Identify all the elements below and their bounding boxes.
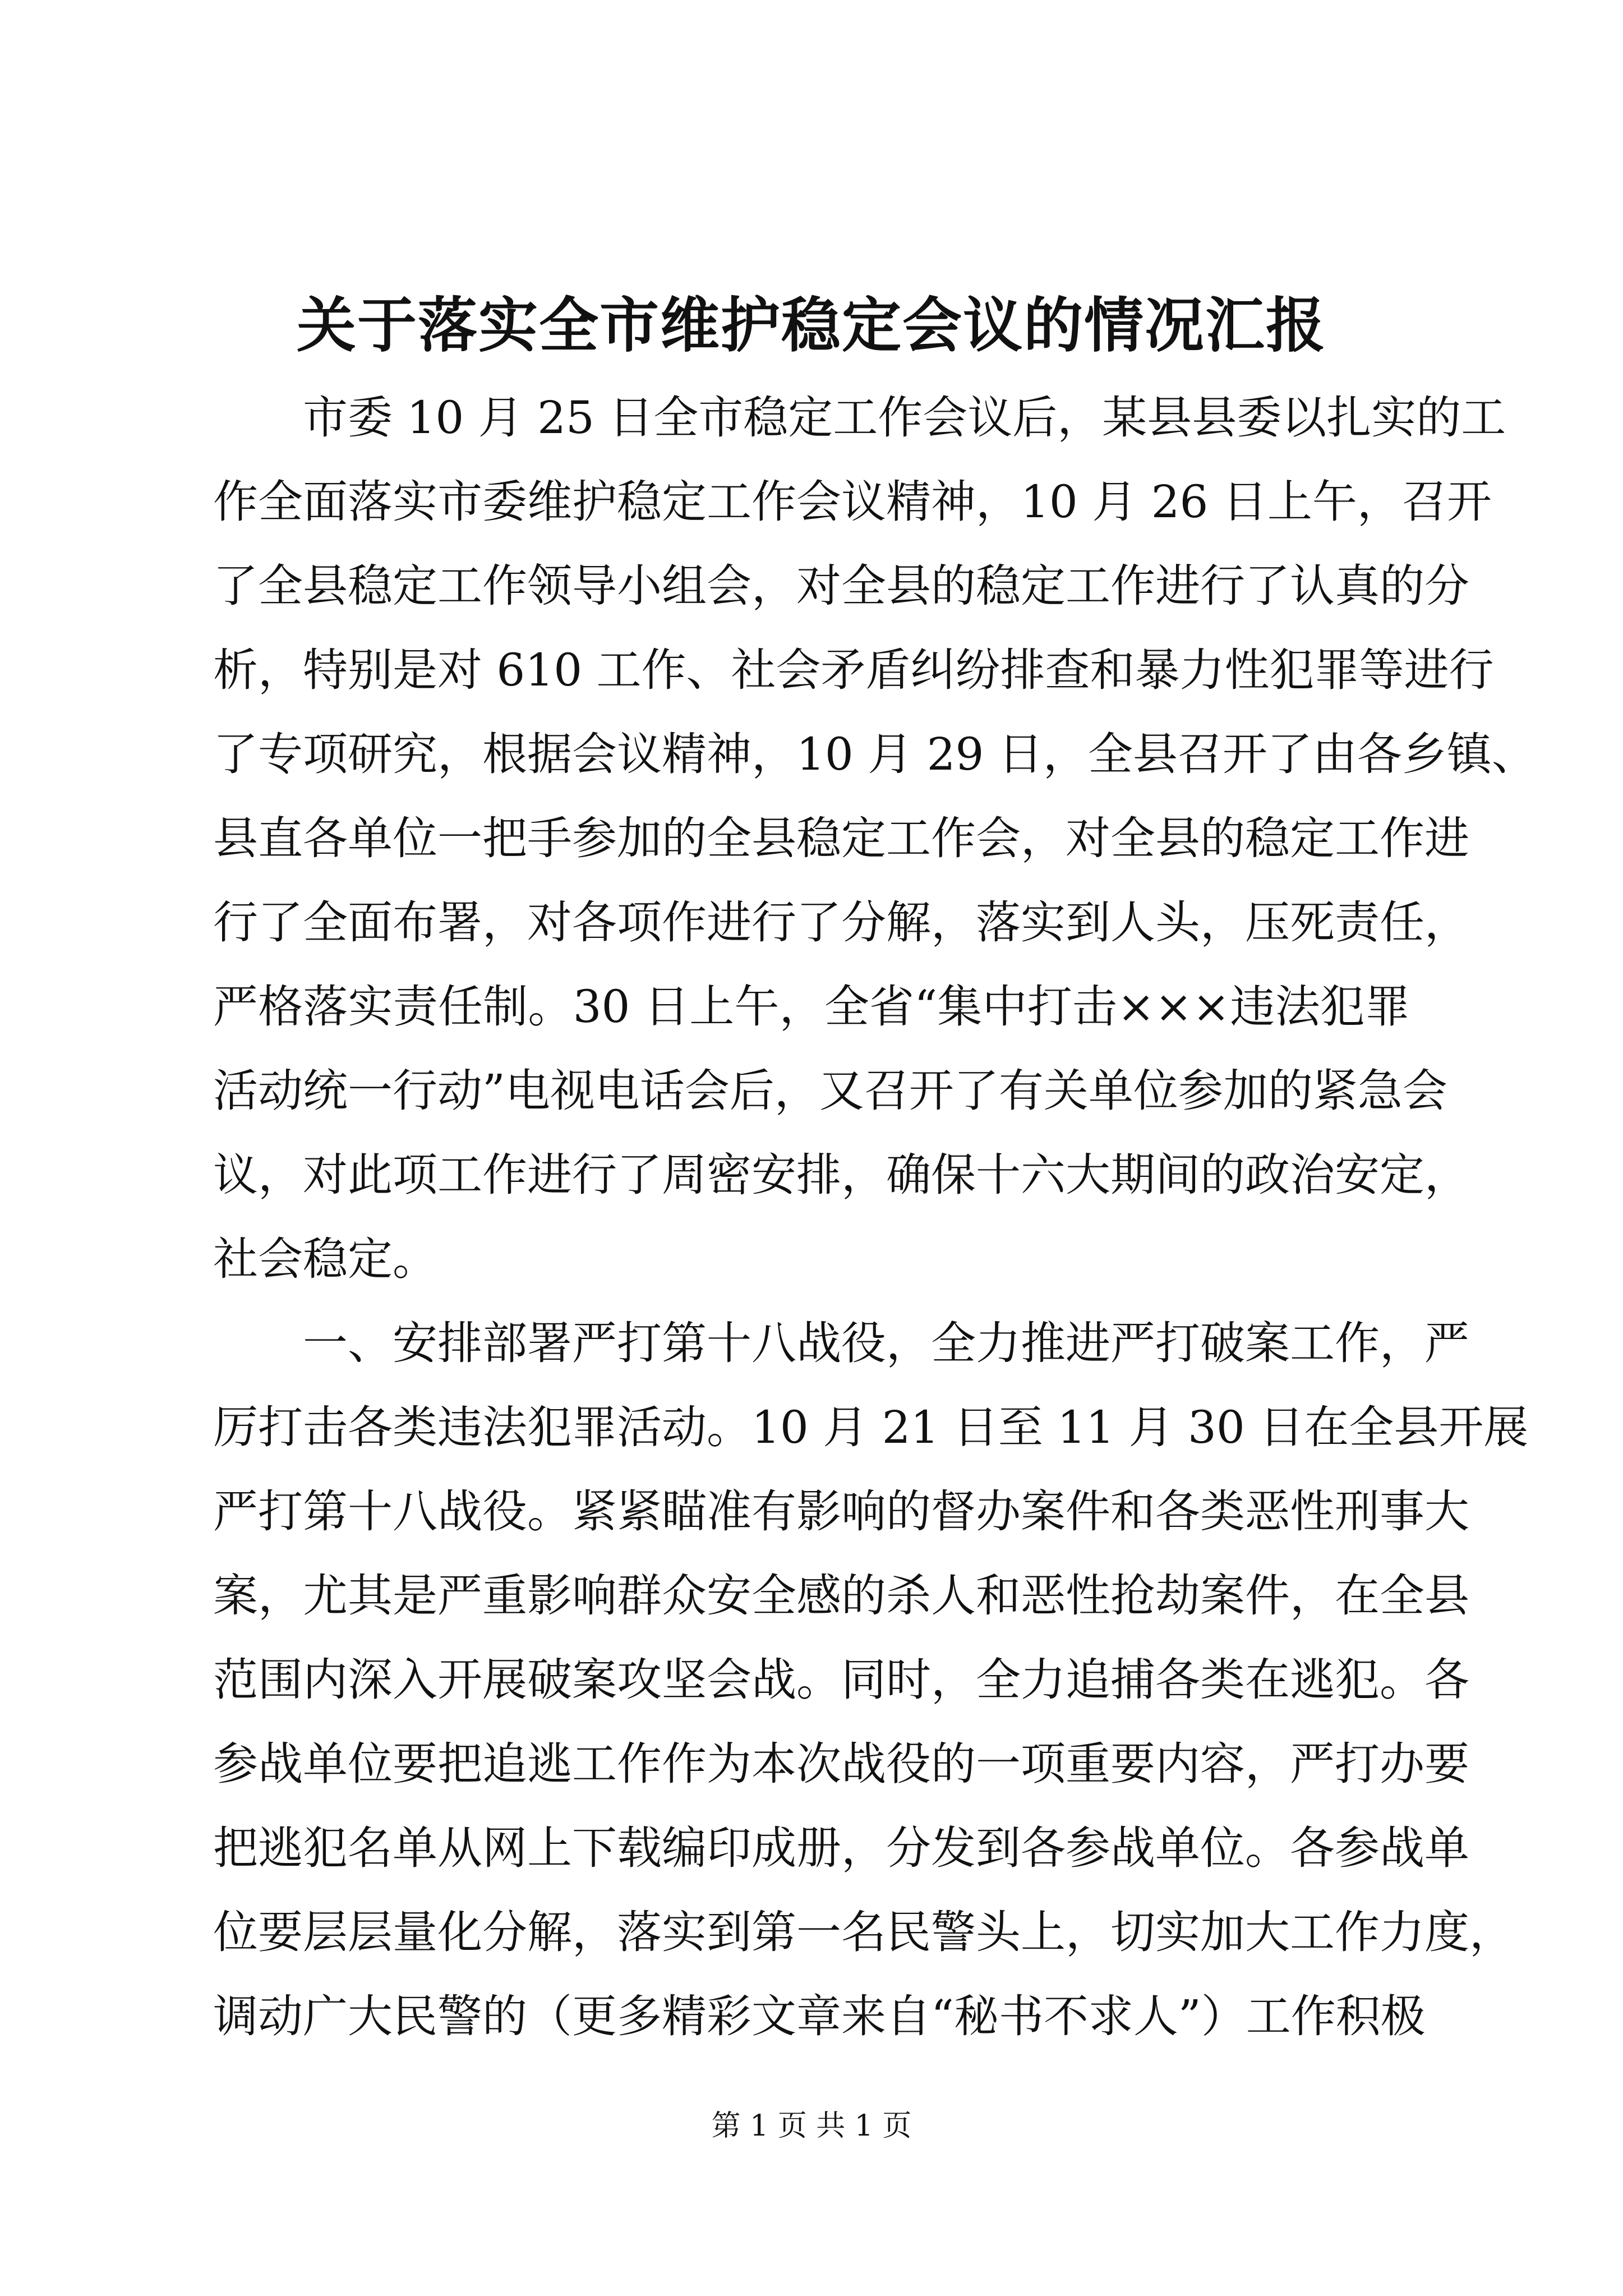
text-line: 严格落实责任制。30 日上午，全省“集中打击×××违法犯罪 bbox=[213, 981, 1410, 1033]
text-line: 案，尤其是严重影响群众安全感的杀人和恶性抢劫案件，在全县 bbox=[213, 1570, 1469, 1622]
text-line: 调动广大民警的（更多精彩文章来自“秘书不求人”）工作积极 bbox=[213, 1990, 1426, 2042]
document-title: 关于落实全市维护稳定会议的情况汇报 bbox=[297, 290, 1326, 360]
text-line: 参战单位要把追逃工作作为本次战役的一项重要内容，严打办要 bbox=[213, 1738, 1469, 1790]
text-line: 一、安排部署严打第十八战役，全力推进严打破案工作，严 bbox=[303, 1317, 1469, 1369]
text-line: 活动统一行动”电视电话会后，又召开了有关单位参加的紧急会 bbox=[213, 1065, 1447, 1117]
text-line: 了全县稳定工作领导小组会，对全县的稳定工作进行了认真的分 bbox=[213, 560, 1469, 612]
text-line: 把逃犯名单从网上下载编印成册，分发到各参战单位。各参战单 bbox=[213, 1822, 1469, 1874]
text-line: 范围内深入开展破案攻坚会战。同时，全力追捕各类在逃犯。各 bbox=[213, 1654, 1469, 1706]
text-line: 了专项研究，根据会议精神，10 月 29 日，全县召开了由各乡镇、 bbox=[213, 728, 1537, 780]
text-line: 作全面落实市委维护稳定工作会议精神，10 月 26 日上午，召开 bbox=[213, 476, 1492, 528]
text-line: 厉打击各类违法犯罪活动。10 月 21 日至 11 月 30 日在全县开展 bbox=[213, 1401, 1529, 1453]
text-line: 市委 10 月 25 日全市稳定工作会议后，某县县委以扎实的工 bbox=[303, 392, 1506, 444]
text-line: 社会稳定。 bbox=[213, 1233, 437, 1285]
text-line: 行了全面布署，对各项作进行了分解，落实到人头，压死责任， bbox=[213, 896, 1469, 949]
page-footer: 第 1 页 共 1 页 bbox=[711, 2109, 912, 2143]
paragraph bbox=[213, 376, 1537, 1301]
document-body bbox=[213, 376, 1537, 2059]
text-line: 严打第十八战役。紧紧瞄准有影响的督办案件和各类恶性刑事大 bbox=[213, 1485, 1469, 1538]
text-line: 析，特别是对 610 工作、社会矛盾纠纷排查和暴力性犯罪等进行 bbox=[213, 644, 1494, 696]
text-line: 议，对此项工作进行了周密安排，确保十六大期间的政治安定， bbox=[213, 1149, 1469, 1201]
text-line: 位要层层量化分解，落实到第一名民警头上，切实加大工作力度， bbox=[213, 1906, 1514, 1958]
paragraph bbox=[213, 1301, 1529, 2059]
text-line: 县直各单位一把手参加的全县稳定工作会，对全县的稳定工作进 bbox=[213, 812, 1469, 864]
